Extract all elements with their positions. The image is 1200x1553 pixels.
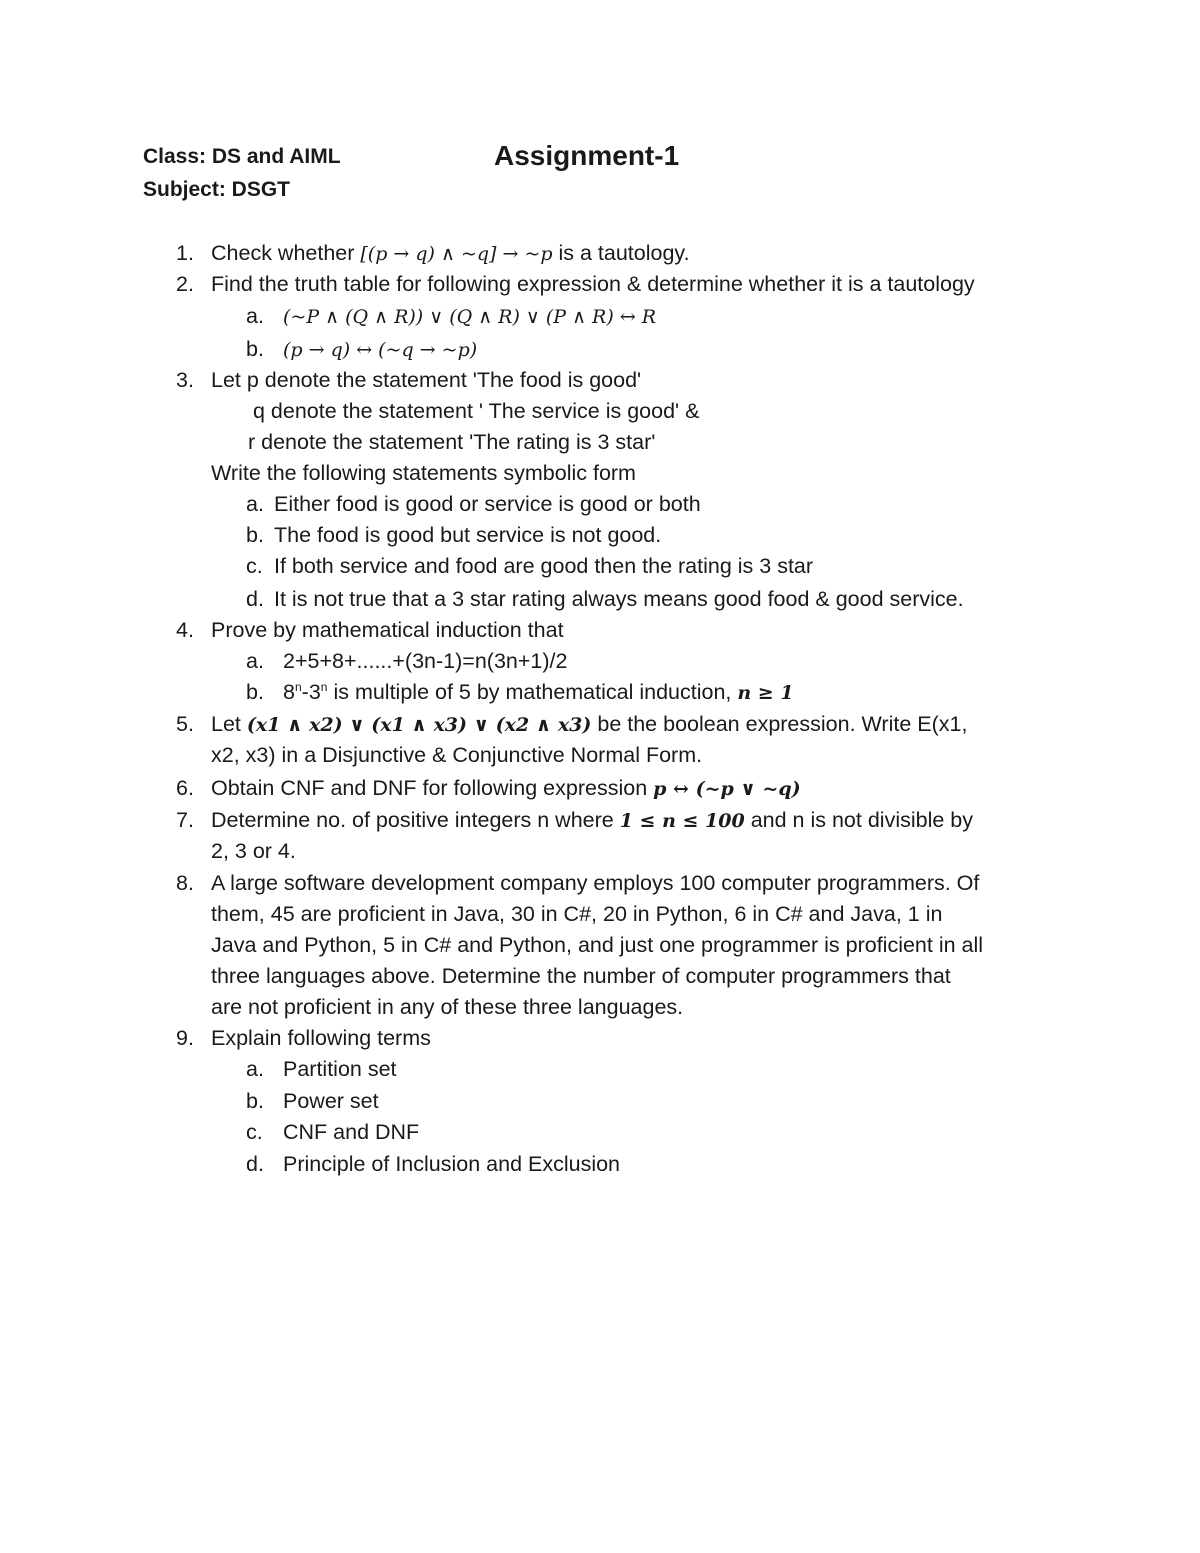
question-1-prefix: Check whether	[211, 241, 361, 265]
question-2-text: Find the truth table for following expression & determine whether it is a tautology	[211, 272, 975, 296]
question-7-line-1	[211, 807, 973, 834]
question-9b-text: Power set	[283, 1089, 379, 1113]
question-8-line-3: Java and Python, 5 in C# and Python, and just one programmer is proficient in all	[211, 933, 984, 957]
q4b-exponent-1: n	[294, 680, 302, 694]
question-8-line-4: three languages above. Determine the number of computer programmers that	[211, 964, 951, 988]
question-7-prefix: Determine no. of positive integers n where	[211, 808, 620, 832]
question-8-line-1: A large software development company employs 100 computer programmers. Of	[211, 871, 980, 895]
question-9d-label: d.	[246, 1152, 264, 1176]
question-7-expression: 1 ≤ n ≤ 100	[619, 810, 745, 832]
question-3d-label: d.	[246, 587, 264, 611]
question-2a-label: a.	[246, 304, 264, 328]
question-6-expression: p ↔ (~p ∨ ~q)	[653, 778, 801, 800]
question-3-number: 3.	[176, 368, 194, 392]
question-9a-label: a.	[246, 1057, 264, 1081]
question-3b-text: The food is good but service is not good.	[274, 523, 662, 547]
question-3-line-1: Let p denote the statement 'The food is good'	[211, 368, 642, 392]
class-label: Class: DS and AIML	[143, 145, 341, 168]
question-1	[211, 240, 690, 267]
question-3c-label: c.	[246, 554, 263, 578]
question-2b-expression	[283, 336, 477, 363]
question-3c-text: If both service and food are good then the rating is 3 star	[274, 554, 814, 578]
question-8-line-5: are not proficient in any of these three languages.	[211, 995, 684, 1019]
question-4a-label: a.	[246, 649, 264, 673]
question-7-suffix: and n is not divisible by	[744, 808, 973, 832]
question-3-line-4: Write the following statements symbolic form	[211, 461, 636, 485]
q4b-body: is multiple of 5 by mathematical induction,	[327, 680, 738, 704]
question-4-number: 4.	[176, 618, 194, 642]
question-1-expression: [(p → q) ∧ ~q] → ~p	[360, 243, 553, 265]
question-2b-label: b.	[246, 337, 264, 361]
question-5-prefix: Let	[211, 712, 247, 736]
question-6-prefix: Obtain CNF and DNF for following expression	[211, 776, 654, 800]
question-6	[211, 775, 801, 802]
question-9c-text: CNF and DNF	[283, 1120, 420, 1144]
question-5-line-2: x2, x3) in a Disjunctive & Conjunctive Normal Form.	[211, 743, 703, 767]
q4b-expression: n ≥ 1	[737, 682, 794, 704]
question-3b-label: b.	[246, 523, 264, 547]
question-2a-expr-text: (~P ∧ (Q ∧ R)) ∨ (Q ∧ R) ∨ (P ∧ R) ↔ R	[283, 306, 657, 328]
question-7-line-2: 2, 3 or 4.	[211, 839, 296, 863]
question-9c-label: c.	[246, 1120, 263, 1144]
q4b-exponent-2: n	[320, 680, 328, 694]
question-3-line-3: r denote the statement 'The rating is 3 star'	[248, 430, 656, 454]
q4b-minus-3: -3	[301, 680, 321, 704]
question-9b-label: b.	[246, 1089, 264, 1113]
question-1-number: 1.	[176, 241, 194, 265]
question-5-line-1	[211, 711, 967, 738]
q4b-base-1: 8	[283, 680, 295, 704]
question-3a-text: Either food is good or service is good or both	[274, 492, 701, 516]
question-2-number: 2.	[176, 272, 194, 296]
question-3a-label: a.	[246, 492, 264, 516]
question-5-suffix: be the boolean expression. Write E(x1,	[591, 712, 968, 736]
question-5-expression: (x1 ∧ x2) ∨ (x1 ∧ x3) ∨ (x2 ∧ x3)	[246, 714, 592, 736]
question-9-text: Explain following terms	[211, 1026, 431, 1050]
question-3-line-2: q denote the statement ' The service is good' &	[253, 399, 700, 423]
question-4a-text: 2+5+8+......+(3n-1)=n(3n+1)/2	[283, 649, 568, 673]
question-9-number: 9.	[176, 1026, 194, 1050]
question-5-number: 5.	[176, 712, 194, 736]
question-1-suffix: is a tautology.	[552, 241, 690, 265]
question-9a-text: Partition set	[283, 1057, 397, 1081]
question-3d-text: It is not true that a 3 star rating always means good food & good service.	[274, 587, 964, 611]
question-4b-text	[283, 679, 794, 706]
question-4-text: Prove by mathematical induction that	[211, 618, 564, 642]
subject-label: Subject: DSGT	[143, 178, 291, 201]
page-title: Assignment-1	[494, 140, 680, 171]
question-2a-expression	[283, 303, 656, 330]
question-7-number: 7.	[176, 808, 194, 832]
question-8-line-2: them, 45 are proficient in Java, 30 in C#, 20 in Python, 6 in C# and Java, 1 in	[211, 902, 943, 926]
question-2b-expr-text: (p → q) ↔ (~q → ~p)	[283, 339, 478, 361]
question-4b-label: b.	[246, 680, 264, 704]
question-9d-text: Principle of Inclusion and Exclusion	[283, 1152, 621, 1176]
question-8-number: 8.	[176, 871, 194, 895]
question-6-number: 6.	[176, 776, 194, 800]
